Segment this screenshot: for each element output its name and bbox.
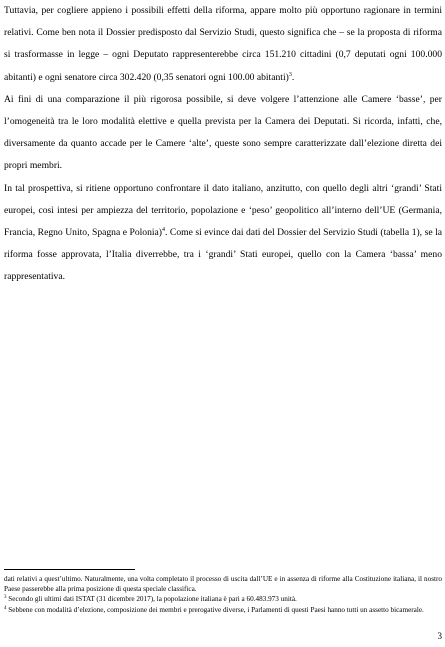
- footnote-separator: [4, 569, 135, 570]
- body-text: [4, 0, 442, 289]
- footnote-4-text: Sebbene con modalità d’elezione, composizione dei membri e prerogative diverse, i Parlamenti di questi Paesi hanno tutti un assetto bicamerale.: [6, 605, 424, 614]
- paragraph-3-tail: . Come si evince dai dati del Dossier del Servizio Studi (tabella 1), se la riforma fosse approvata, l’Italia diverrebbe, tra i ‘grandi’ Stati europei, quello con la Camera ‘bassa’ meno rappresentativa.: [4, 227, 443, 283]
- footnotes: [4, 574, 442, 615]
- paragraph-2: [4, 89, 442, 178]
- footnote-ref-3[interactable]: 3: [288, 71, 292, 78]
- paragraph-2-text: Ai fini di una comparazione il più rigorosa possibile, si deve volgere l’attenzione alle Camere ‘basse’, per l’omogeneità tra le loro modalità elettive e quella prevista per la Camera dei Deputati. Si ricorda, infatti, che, diversamente da quanto accade per le Camere ‘alte’, queste sono sempre caratterizzate dall’elezione diretta dei propri membri.: [4, 93, 442, 172]
- paragraph-1-tail: .: [291, 71, 295, 83]
- page-number: 3: [437, 631, 442, 641]
- footnote-continuation: [4, 574, 442, 594]
- paragraph-1: [4, 0, 442, 89]
- footnote-4: [4, 605, 442, 615]
- paragraph-1-text: Tuttavia, per cogliere appieno i possibili effetti della riforma, appare molto più opportuno ragionare in termini relativi. Come ben nota il Dossier predisposto dal Servizio Studi, questo significa che – se la proposta di riforma si trasformasse in legge – ogni Deputato rappresenterebbe circa 151.210 cittadini (0,7 deputati ogni 100.000 abitanti) e ogni senatore circa 302.420 (0,35 senatori ogni 100.00 abitanti): [4, 5, 442, 83]
- footnote-ref-4[interactable]: 4: [162, 227, 166, 234]
- footnote-3-text: Secondo gli ultimi dati ISTAT (31 dicembre 2017), la popolazione italiana è pari a 60.483.973 unità.: [6, 595, 297, 604]
- footnote-continuation-text: dati relativi a quest’ultimo. Naturalmente, una volta completato il processo di uscita dall’UE e in assenza di riforme alla Costituzione italiana, il nostro Paese passerebbe alla prima posizione di questa speciale classifica.: [4, 575, 442, 594]
- paragraph-3: [4, 178, 442, 289]
- footnote-3-marker: 3: [4, 595, 7, 601]
- paragraph-3-text: In tal prospettiva, si ritiene opportuno confrontare il dato italiano, anzitutto, con quello degli altri ‘grandi’ Stati europei, così intesi per ampiezza del territorio, popolazione e ‘peso’ geopolitico all’interno dell’UE (Germania, Francia, Regno Unito, Spagna e Polonia): [4, 182, 442, 239]
- footnote-3: [4, 594, 442, 604]
- footnote-4-marker: 4: [4, 605, 7, 611]
